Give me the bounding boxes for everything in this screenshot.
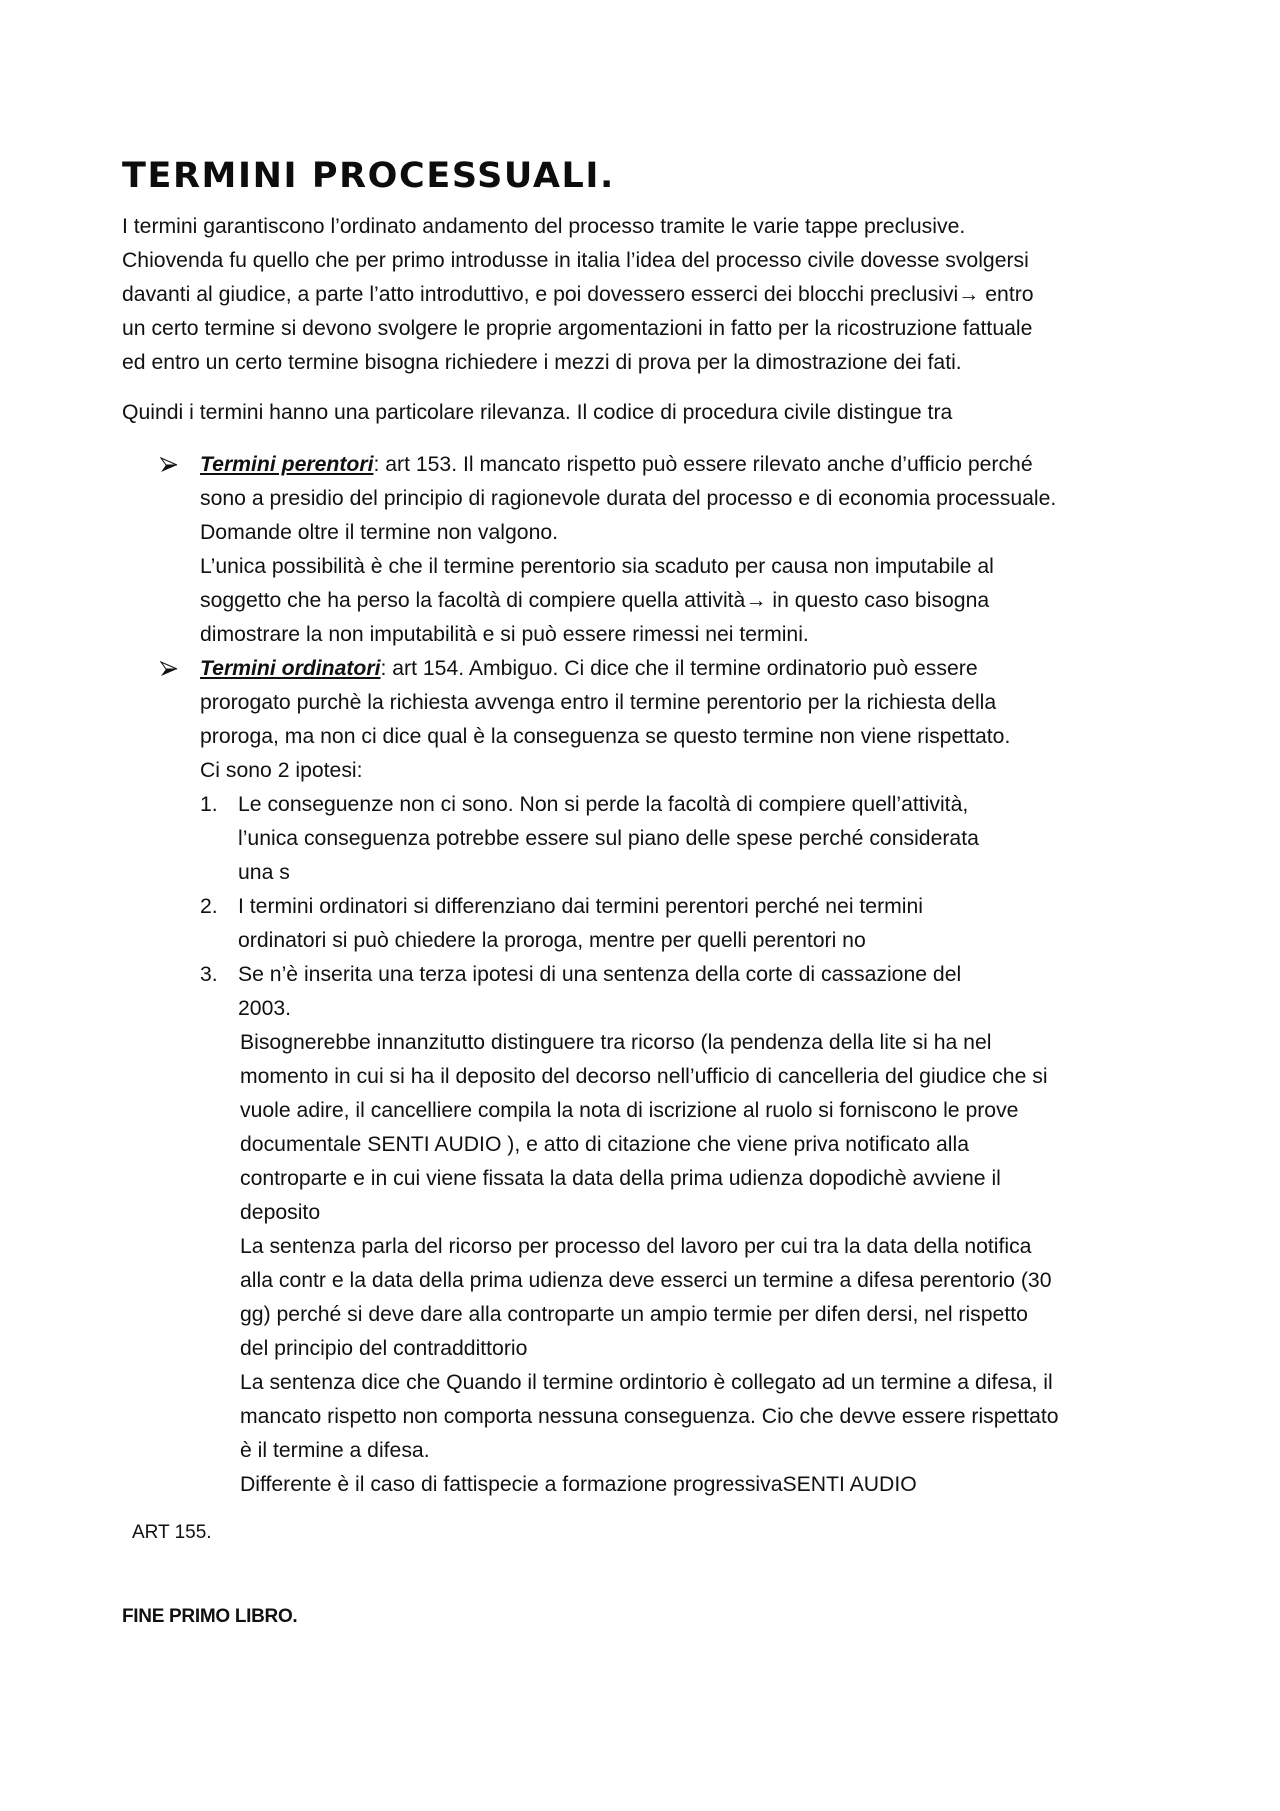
text-line: vuole adire, il cancelliere compila la nota di iscrizione al ruolo si forniscono le prove	[240, 1099, 1019, 1122]
text-line: documentale SENTI AUDIO ), e atto di citazione che viene priva notificato alla	[240, 1133, 969, 1156]
text-line	[200, 448, 1162, 482]
text-line: gg) perché si deve dare alla controparte un ampio termie per difen dersi, nel rispetto	[240, 1303, 1028, 1326]
text-line: Se n’è inserita una terza ipotesi di una sentenza della corte di cassazione del	[238, 963, 962, 986]
intro-paragraph	[122, 210, 1162, 380]
document-page	[122, 150, 1162, 1634]
text-line: è il termine a difesa.	[240, 1439, 430, 1462]
list-number: 3.	[200, 963, 218, 986]
text-line: prorogato purchè la richiesta avvenga entro il termine perentorio per la richiesta della	[200, 691, 997, 714]
art-155-line: ART 155.	[132, 1522, 212, 1543]
list-item-termini-ordinatori	[122, 652, 1162, 788]
text-line: I termini garantiscono l’ordinato andamento del processo tramite le varie tappe preclusive.	[122, 215, 966, 238]
text-line: Bisognerebbe innanzitutto distinguere tra ricorso (la pendenza della lite si ha nel	[240, 1031, 992, 1054]
text-line: I termini ordinatori si differenziano dai termini perentori perché nei termini	[238, 895, 923, 918]
text-line: deposito	[240, 1201, 321, 1224]
hypothesis-item-2	[200, 890, 1162, 958]
sentence-explanation	[240, 1026, 1162, 1502]
text-line: sono a presidio del principio di ragionevole durata del processo e di economia processuale.	[200, 487, 1057, 510]
text-line: La sentenza parla del ricorso per processo del lavoro per cui tra la data della notifica	[240, 1235, 1032, 1258]
term-label: Termini ordinatori	[200, 657, 381, 680]
text-line: Le conseguenze non ci sono. Non si perde la facoltà di compiere quell’attività,	[238, 793, 969, 816]
list-item-termini-perentori	[122, 448, 1162, 652]
hypothesis-item-1	[200, 788, 1162, 890]
text-line: Domande oltre il termine non valgono.	[200, 521, 559, 544]
arrowhead-bullet-icon	[160, 448, 180, 482]
text-line: del principio del contraddittorio	[240, 1337, 528, 1360]
text-line: ordinatori si può chiedere la proroga, mentre per quelli perentori no	[238, 929, 866, 952]
closing-line: FINE PRIMO LIBRO.	[122, 1606, 298, 1627]
text-line: Differente è il caso di fattispecie a formazione progressivaSENTI AUDIO	[240, 1473, 917, 1496]
term-description: : art 154. Ambiguo. Ci dice che il termine ordinatorio può essere	[380, 657, 978, 680]
text-line: una s	[238, 861, 290, 884]
text-line: Chiovenda fu quello che per primo introdusse in italia l’idea del processo civile dovesse svolgersi	[122, 249, 1029, 272]
text-line: mancato rispetto non comporta nessuna conseguenza. Cio che devve essere rispettato	[240, 1405, 1059, 1428]
text-line	[200, 652, 1162, 686]
text-line: l’unica conseguenza potrebbe essere sul piano delle spese perché considerata	[238, 827, 979, 850]
arrowhead-bullet-icon	[160, 652, 180, 686]
term-description: : art 153. Il mancato rispetto può essere rilevato anche d’ufficio perché	[373, 453, 1033, 476]
text-line: ed entro un certo termine bisogna richiedere i mezzi di prova per la dimostrazione dei fati.	[122, 351, 962, 374]
text-line: alla contr e la data della prima udienza deve esserci un termine a difesa perentorio (30	[240, 1269, 1052, 1292]
text-line: 2003.	[238, 997, 292, 1020]
text-line: Ci sono 2 ipotesi:	[200, 759, 363, 782]
term-label: Termini perentori	[200, 453, 374, 476]
text-line: soggetto che ha perso la facoltà di compiere quella attività→ in questo caso bisogna	[200, 589, 990, 612]
text-line: L’unica possibilità è che il termine perentorio sia scaduto per causa non imputabile al	[200, 555, 994, 578]
text-line: momento in cui si ha il deposito del decorso nell’ufficio di cancelleria del giudice che si	[240, 1065, 1048, 1088]
hypotheses-list	[200, 788, 1162, 1026]
list-number: 1.	[200, 793, 218, 816]
list-number: 2.	[200, 895, 218, 918]
term-types-list	[122, 448, 1162, 788]
text-line: Quindi i termini hanno una particolare rilevanza. Il codice di procedura civile distingue tra	[122, 401, 953, 424]
text-line: La sentenza dice che Quando il termine ordintorio è collegato ad un termine a difesa, il	[240, 1371, 1053, 1394]
distinction-paragraph	[122, 396, 1162, 430]
document-title: TERMINI PROCESSUALI.	[122, 156, 615, 196]
text-line: controparte e in cui viene fissata la data della prima udienza dopodichè avviene il	[240, 1167, 1001, 1190]
hypothesis-item-3	[200, 958, 1162, 1026]
text-line: un certo termine si devono svolgere le proprie argomentazioni in fatto per la ricostruzione fattuale	[122, 317, 1033, 340]
text-line: davanti al giudice, a parte l’atto introduttivo, e poi dovessero esserci dei blocchi preclusivi→ entro	[122, 283, 1034, 306]
text-line: dimostrare la non imputabilità e si può essere rimessi nei termini.	[200, 623, 809, 646]
text-line: proroga, ma non ci dice qual è la conseguenza se questo termine non viene rispettato.	[200, 725, 1011, 748]
